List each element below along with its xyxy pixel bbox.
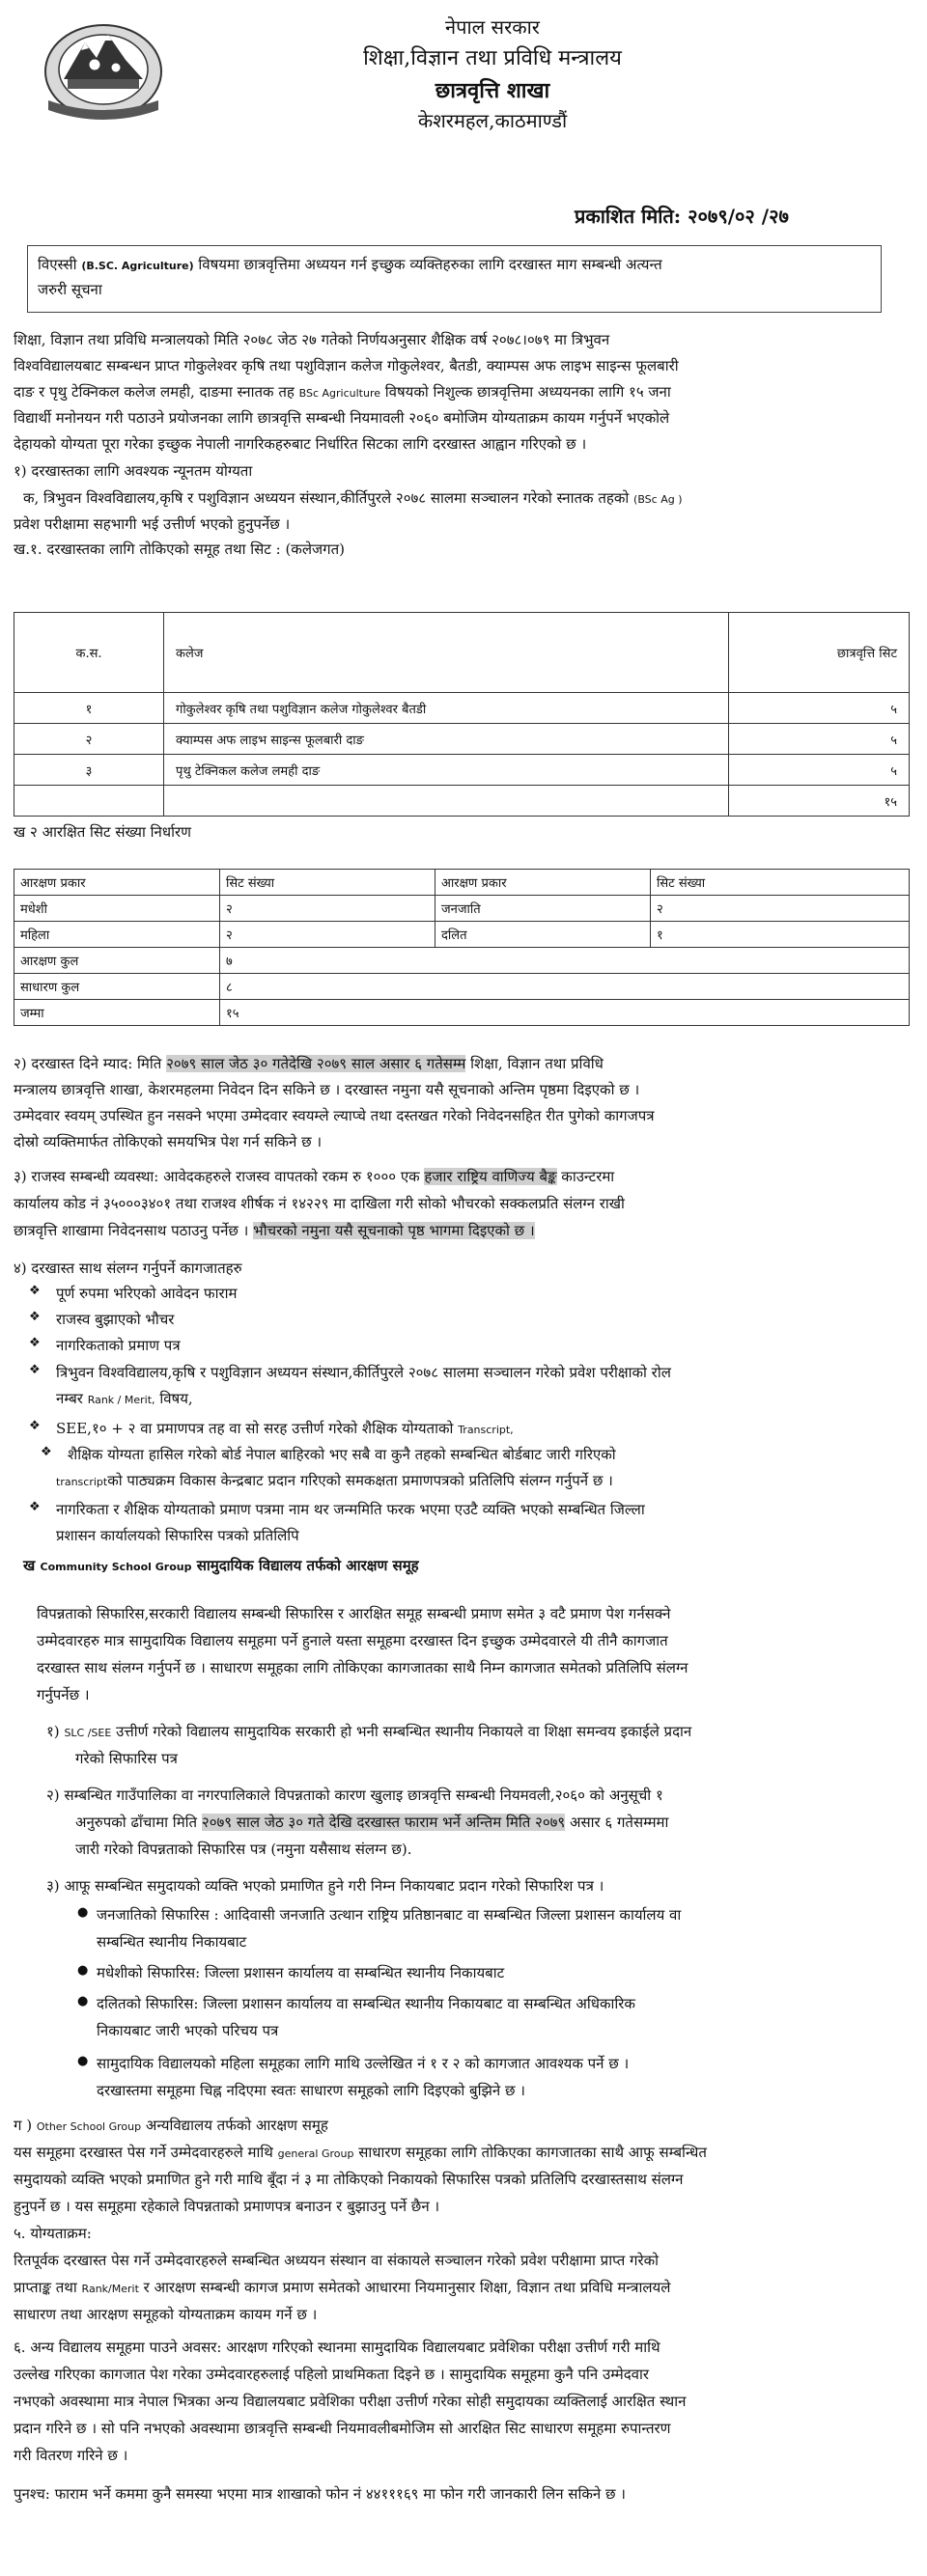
list-item-continued: transcriptको पाठ्यक्रम विकास केन्द्रबाट प्रदान गरिएको समकक्षता प्रमाणपत्रको प्रतिलिपि संलग्न गर्नुपर्ने छ । — [56, 1472, 613, 1489]
intro-line-2: विश्वविद्यालयबाट सम्बन्धन प्राप्त गोकुलेश्वर कृषि तथा पशुविज्ञान कलेज गोकुलेश्वर, बैतडी, क्याम्पस अफ लाइभ साइन्स फूलबारी — [14, 357, 679, 374]
women-item-continued: दरखास्तमा समूहमा चिह्न नदिएमा स्वतः साधारण समूहको लागि दिइएको बुझिने छ । — [97, 2082, 525, 2099]
intro-line-1: शिक्षा, विज्ञान तथा प्रविधि मन्त्रालयको मिति २०७८ जेठ २७ गतेको निर्णयअनुसार शैक्षिक वर्ष २०७८।०७९ मा त्रिभुवन — [14, 331, 610, 348]
total-seats: १५ — [729, 786, 910, 817]
section-2-line-4: दोस्रो व्यक्तिमार्फत तोकिएको समयभित्र पेश गर्न सकिने छ । — [14, 1133, 323, 1150]
reservation-table — [14, 869, 910, 1026]
footnote: पुनश्च: फाराम भर्ने कममा कुनै समस्या भएमा मात्र शाखाको फोन नं ४४१११६९ मा फोन गरी जानकारी लिन सकिने छ । — [14, 2485, 626, 2503]
women-item: ● सामुदायिक विद्यालयको महिला समूहका लागि माथि उल्लेखित नं १ र २ को कागजात आवश्यक पर्ने छ । — [77, 2054, 630, 2072]
opportunity-line-2: उल्लेख गरिएका कागजात पेश गरेका उम्मेदवारहरुलाई पहिलो प्राथमिकता दिइने छ । सामुदायिक समूहमा कुनै पनि उम्मेदवार — [14, 2366, 650, 2383]
cell: मधेशी — [14, 896, 220, 922]
cell: आरक्षण कुल — [14, 948, 220, 974]
list-item-continued: प्रशासन कार्यालयको सिफारिस पत्रको प्रतिलिपि — [56, 1527, 299, 1544]
intro-line-5: देहायको योग्यता पूरा गरेका इच्छुक नेपाली नागरिकहरुबाट निर्धारित सिटका लागि दरखास्त आह्वान गरिएको छ । — [14, 435, 587, 453]
requirement-english: (BSc Ag ) — [633, 493, 683, 506]
community-para-line-4: गर्नुपर्नेछ । — [37, 1686, 90, 1703]
list-item: ❖ त्रिभुवन विश्वविद्यालय,कृषि र पशुविज्ञान अध्ययन संस्थान,कीर्तिपुरले २०७८ सालमा सञ्चालन गरेको प्रवेश परीक्षाको रोल — [29, 1363, 671, 1381]
section-3-line-3 — [14, 1219, 535, 1242]
cell: महिला — [14, 922, 220, 948]
header-serial: क.स. — [14, 613, 164, 693]
cell: दलित — [435, 922, 651, 948]
list-item: ❖ नागरिकताको प्रमाण पत्र — [29, 1336, 181, 1354]
other-group-line-1: यस समूहमा दरखास्त पेस गर्ने उम्मेदवारहरुले माथि general Group साधारण समूहका लागि तोकिएका कागजातका साथै आफू सम्बन्धित — [14, 2144, 707, 2161]
title-prefix: विएस्सी — [38, 256, 77, 273]
section-3-highlight-voucher: भौचरको नमुना यसै सूचनाको पृष्ठ भागमा दिइएको छ । — [253, 1222, 535, 1239]
government-name: नेपाल सरकार — [445, 15, 540, 39]
item-1-line-1: १) SLC /SEE उत्तीर्ण गरेको विद्यालय सामुदायिक सरकारी हो भनी सम्बन्धित स्थानीय निकायले वा शिक्षा समन्वय इकाईले प्रदान — [46, 1723, 692, 1740]
notice-title-box — [27, 245, 882, 313]
section-2-highlight: २०७९ साल जेठ ३० गतेदेखि २०७९ साल असार ६ गतेसम्म — [166, 1055, 466, 1072]
merit-line-2: प्राप्ताङ्क तथा Rank/Merit र आरक्षण सम्बन्धी कागज प्रमाण समेतको आधारमा नियमानुसार शिक्षा, विज्ञान तथा प्रविधि मन्त्रालयले — [14, 2279, 671, 2296]
section-2-line-2: मन्त्रालय छात्रवृत्ति शाखा, केशरमहलमा निवेदन दिन सकिने छ । दरखास्त नमुना यसै सूचनाको अन्तिम पृष्ठमा दिइएको छ । — [14, 1081, 640, 1098]
dalit-item: ● दलितको सिफारिस: जिल्ला प्रशासन कार्यालय वा सम्बन्धित स्थानीय निकायबाट वा सम्बन्धित अधिकारिक — [77, 1994, 635, 2012]
row-seats: ५ — [729, 755, 910, 786]
table-row — [14, 1000, 910, 1026]
table-total-row — [14, 786, 910, 817]
section-name: छात्रवृत्ति शाखा — [435, 78, 550, 103]
opportunity-line-3: नभएको अवस्थामा मात्र नेपाल भित्रका अन्य विद्यालयबाट प्रवेशिका परीक्षा उत्तीर्ण गरेका सोही समुदायका व्यक्तिलाई आरक्षित स्थान — [14, 2393, 687, 2410]
cell: ८ — [220, 974, 910, 1000]
merit-line-3: साधारण तथा आरक्षण समूहको योग्यताक्रम कायम गर्ने छ । — [14, 2306, 318, 2323]
list-item: ❖ राजस्व बुझाएको भौचर — [29, 1310, 175, 1328]
ministry-name: शिक्षा,विज्ञान तथा प्रविधि मन्त्रालय — [363, 46, 622, 70]
diamond-bullet-icon: ❖ — [41, 1445, 52, 1459]
cell: ७ — [220, 948, 910, 974]
item-3-line-1: ३) आफू सम्बन्धित समुदायको व्यक्ति भएको प्रमाणित हुने गरी निम्न निकायबाट प्रदान गरेको सिफारिश पत्र । — [46, 1877, 604, 1895]
requirement-line-1 — [23, 486, 683, 510]
table-row — [14, 922, 910, 948]
header-type: आरक्षण प्रकार — [435, 870, 651, 896]
intro-line-3-english: BSc Agriculture — [298, 387, 380, 400]
cell: साधारण कुल — [14, 974, 220, 1000]
published-date: प्रकाशित मिति: २०७९/०२ /२७ — [575, 205, 789, 228]
list-item: ❖ नागरिकता र शैक्षिक योग्यताको प्रमाण पत्रमा नाम थर जन्ममिति फरक भएमा एउटै व्यक्ति भएको सम्बन्धित जिल्ला — [29, 1500, 645, 1518]
janajati-item-continued: सम्बन्धित स्थानीय निकायबाट — [97, 1933, 247, 1951]
opportunity-line-1: ६. अन्य विद्यालय समूहमा पाउने अवसर: आरक्षण गरिएको स्थानमा सामुदायिक विद्यालयबाट प्रवेशिका परीक्षा उत्तीर्ण गरी माथि — [14, 2339, 660, 2356]
community-para-line-2: उम्मेदवारहरु मात्र सामुदायिक विद्यालय समूहमा पर्ने हुनाले यस्ता समूहमा दरखास्त दिन इच्छुक उम्मेदवारले यी तीनै कागजात — [37, 1632, 668, 1649]
title-line-2: जरुरी सूचना — [38, 281, 102, 299]
requirement-line-2: प्रवेश परीक्षामा सहभागी भई उत्तीर्ण भएको हुनुपर्नेछ । — [14, 515, 291, 533]
janajati-item: ● जनजातिको सिफारिस : आदिवासी जनजाति उत्थान राष्ट्रिय प्रतिष्ठानबाट वा सम्बन्धित जिल्ला प्रशासन कार्यालय वा — [77, 1905, 682, 1924]
merit-line-1: रितपूर्वक दरखास्त पेस गर्ने उम्मेदवारहरुले सम्बन्धित अध्ययन संस्थान वा संकायले सञ्चालन गरेको प्रवेश परीक्षामा प्राप्त गरेको — [14, 2252, 660, 2269]
section-2-tail: शिक्षा, विज्ञान तथा प्रविधि — [470, 1055, 604, 1072]
row-serial: १ — [14, 693, 164, 724]
cell: जम्मा — [14, 1000, 220, 1026]
item-2-line-1: २) सम्बन्धित गाउँपालिका वा नगरपालिकाले विपन्नताको कारण खुलाइ छात्रवृत्ति सम्बन्धी नियमवली,२०६० को अनुसूची १ — [46, 1787, 663, 1804]
row-serial: २ — [14, 724, 164, 755]
madhesi-item: ● मधेशीको सिफारिस: जिल्ला प्रशासन कार्यालय वा सम्बन्धित स्थानीय निकायबाट — [77, 1963, 505, 1981]
dalit-item-continued: निकायबाट जारी भएको परिचय पत्र — [97, 2022, 279, 2039]
row-college: पृथु टेक्निकल कलेज लमही दाङ — [164, 755, 729, 786]
community-para-line-3: दरखास्त साथ संलग्न गर्नुपर्ने छ । साधारण समूहका लागि तोकिएका कागजातका साथै निम्न कागजात समेतको प्रतिलिपि संलग्न — [37, 1659, 688, 1676]
table-row — [14, 693, 910, 724]
item-1-line-2: गरेको सिफारिस पत्र — [75, 1750, 178, 1767]
item-2-line-2: अनुरुपको ढाँचामा मिति २०७९ साल जेठ ३० गते देखि दरखास्त फाराम भर्ने अन्तिम मिति २०७९ असार ६ गतेसम्ममा — [75, 1814, 669, 1831]
intro-line-3a: दाङ र पृथु टेक्निकल कलेज लमही, दाङमा स्नातक तह — [14, 383, 295, 401]
item-2-highlight: २०७९ साल जेठ ३० गते देखि दरखास्त फाराम भर्ने अन्तिम मिति २०७९ — [201, 1814, 566, 1831]
cell: जनजाति — [435, 896, 651, 922]
cell: २ — [220, 896, 435, 922]
requirement-heading: १) दरखास्तका लागि अवश्यक न्यूनतम योग्यता — [14, 462, 253, 480]
diamond-bullet-icon: ❖ — [29, 1310, 41, 1324]
other-group-heading: ग ) Other School Group अन्यविद्यालय तर्फको आरक्षण समूह — [14, 2117, 328, 2134]
row-seats: ५ — [729, 693, 910, 724]
nepal-government-emblem-icon — [39, 12, 169, 123]
opportunity-line-4: प्रदान गरिने छ । सो पनि नभएको अवस्थामा छात्रवृत्ति सम्बन्धी नियमावलीबमोजिम सो आरक्षित सिट साधारण समूहमा रुपान्तरण — [14, 2420, 671, 2437]
list-item-continued: नम्बर Rank / Merit, विषय, — [56, 1390, 193, 1407]
section-3-lead: ३) राजस्व सम्बन्धी व्यवस्था: आवेदकहरुले राजस्व वापतको रकम रु १००० एक — [14, 1168, 420, 1185]
title-english: (B.SC. Agriculture) — [81, 260, 194, 272]
office-address: केशरमहल,काठमाण्डौं — [417, 109, 568, 132]
cell: २ — [220, 922, 435, 948]
cell: १५ — [220, 1000, 910, 1026]
requirement-text: क, त्रिभुवन विश्वविद्यालय,कृषि र पशुविज्ञान अध्ययन संस्थान,कीर्तिपुरले २०७८ सालमा सञ्चालन गरेको स्नातक तहको — [23, 489, 630, 507]
item-2-line-3: जारी गरेको विपन्नताको सिफारिस पत्र (नमुना यसैसाथ संलग्न छ). — [75, 1841, 412, 1858]
header-seats: सिट संख्या — [651, 870, 910, 896]
reservation-header-row — [14, 870, 910, 896]
table-row — [14, 755, 910, 786]
section-3-line-2: कार्यालय कोड नं ३५०००३४०१ तथा राजश्व शीर्षक नं १४२२९ मा दाखिला गरी सोको भौचरको सक्कलप्रति संलग्न राखी — [14, 1195, 625, 1212]
list-item: ❖ SEE,१० + २ वा प्रमाणपत्र तह वा सो सरह उत्तीर्ण गरेको शैक्षिक योग्यताको Transcript, — [29, 1419, 514, 1437]
cell: २ — [651, 896, 910, 922]
intro-line-3b: विषयको निशुल्क छात्रवृत्तिमा अध्ययनका लागि १५ जना — [384, 383, 671, 401]
diamond-bullet-icon: ❖ — [29, 1284, 41, 1298]
other-group-line-2: समुदायको व्यक्ति भएको प्रमाणित हुने गरी माथि बूँदा नं ३ मा तोकिएको निकायको सिफारिस पत्रको प्रतिलिपि दरखास्तसाथ संलग्न — [14, 2171, 684, 2188]
list-item: ❖ शैक्षिक योग्यता हासिल गरेको बोर्ड नेपाल बाहिरको भए सबै वा कुनै तहको सम्बन्धित बोर्डबाट जारी गरिएको — [41, 1445, 616, 1463]
table-header-row — [14, 613, 910, 693]
table-row — [14, 896, 910, 922]
diamond-bullet-icon: ❖ — [29, 1419, 41, 1433]
section-2-line-1 — [14, 1052, 604, 1075]
documents-heading: ४) दरखास्त साथ संलग्न गर्नुपर्ने कागजातहरु — [14, 1260, 242, 1277]
reservation-heading: ख २ आरक्षित सिट संख्या निर्धारण — [14, 823, 191, 841]
intro-line-3 — [14, 380, 671, 403]
row-college: क्याम्पस अफ लाइभ साइन्स फूलबारी दाङ — [164, 724, 729, 755]
table-row — [14, 974, 910, 1000]
header-seats: छात्रवृत्ति सिट — [729, 613, 910, 693]
section-3-line-3a: छात्रवृत्ति शाखामा निवेदनसाथ पठाउनु पर्नेछ । — [14, 1222, 249, 1239]
list-item: ❖ पूर्ण रुपमा भरिएको आवेदन फाराम — [29, 1284, 238, 1302]
section-3-highlight-bank: हजार राष्ट्रिय वाणिज्य बैङ्क — [424, 1168, 557, 1185]
header-type: आरक्षण प्रकार — [14, 870, 220, 896]
row-seats: ५ — [729, 724, 910, 755]
diamond-bullet-icon: ❖ — [29, 1363, 41, 1377]
title-rest: विषयमा छात्रवृत्तिमा अध्ययन गर्न इच्छुक व्यक्तिहरुका लागि दरखास्त माग सम्बन्धी अत्यन्त — [198, 256, 662, 273]
seat-heading: ख.१. दरखास्तका लागि तोकिएको समूह तथा सिट : (कलेजगत) — [14, 540, 345, 558]
section-2-line-3: उम्मेदवार स्वयम् उपस्थित हुन नसक्ने भएमा उम्मेदवार स्वयम्ले ल्याप्चे तथा दस्तखत गरेको निवेदनसहित रीत पुगेको कागजपत्र — [14, 1107, 655, 1124]
college-seat-table — [14, 612, 910, 817]
section-2-lead: २) दरखास्त दिने म्याद: मिति — [14, 1055, 162, 1072]
table-row — [14, 724, 910, 755]
diamond-bullet-icon: ❖ — [29, 1500, 41, 1514]
header-seats: सिट संख्या — [220, 870, 435, 896]
merit-heading: ५. योग्यताक्रम: — [14, 2225, 92, 2242]
community-para-line-1: विपन्नताको सिफारिस,सरकारी विद्यालय सम्बन्धी सिफारिस र आरक्षित समूह सम्बन्धी प्रमाण समेत ३ वटै प्रमाण पेश गर्नसक्ने — [37, 1605, 671, 1622]
row-serial: ३ — [14, 755, 164, 786]
cell: १ — [651, 922, 910, 948]
intro-line-4: विद्यार्थी मनोनयन गरी पठाउने प्रयोजनका लागि छात्रवृत्ति सम्बन्धी नियमावली २०६० बमोजिम योग्यताक्रम कायम गर्नुपर्ने भएकोले — [14, 409, 670, 427]
community-group-heading: ख Community School Group सामुदायिक विद्यालय तर्फको आरक्षण समूह — [23, 1557, 419, 1574]
section-3-tail: काउन्टरमा — [561, 1168, 615, 1185]
header-college: कलेज — [164, 613, 729, 693]
row-college: गोकुलेश्वर कृषि तथा पशुविज्ञान कलेज गोकुलेश्वर बैतडी — [164, 693, 729, 724]
diamond-bullet-icon: ❖ — [29, 1336, 41, 1350]
table-row — [14, 948, 910, 974]
section-3-line-1 — [14, 1165, 614, 1188]
other-group-line-3: हुनुपर्ने छ । यस समूहमा रहेकाले विपन्नताको प्रमाणपत्र बनाउन र बुझाउनु पर्ने छैन । — [14, 2198, 440, 2215]
opportunity-line-5: गरी वितरण गरिने छ । — [14, 2447, 128, 2464]
